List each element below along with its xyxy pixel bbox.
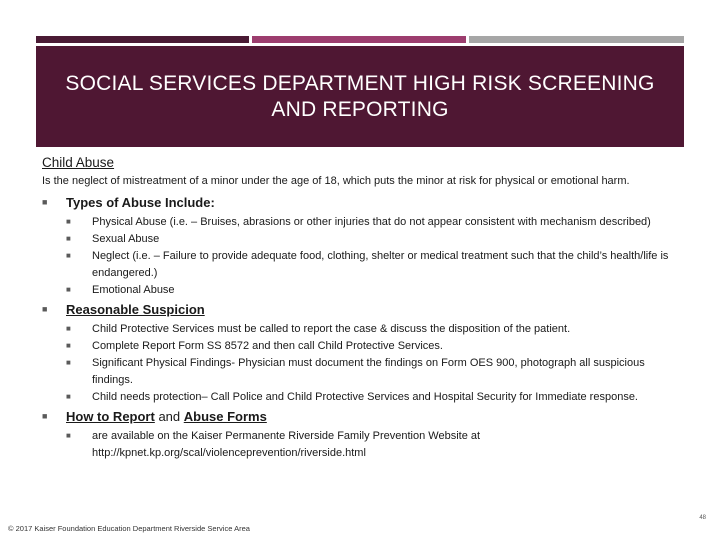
square-bullet-icon: ■ — [66, 392, 71, 401]
report-heading-part1: How to Report — [66, 409, 155, 424]
list-item — [66, 389, 678, 406]
list-item — [66, 214, 678, 231]
square-bullet-icon: ■ — [66, 217, 71, 226]
accent-stripe-gray — [469, 36, 684, 43]
list-item — [66, 282, 678, 299]
suspicion-heading: Reasonable Suspicion — [66, 302, 205, 317]
report-heading-part2: Abuse Forms — [183, 409, 267, 424]
list-item-text: Complete Report Form SS 8572 and then call Child Protective Services. — [92, 340, 443, 352]
types-heading: Types of Abuse Include: — [66, 195, 215, 210]
slide-content — [42, 155, 678, 464]
list-item — [66, 248, 678, 282]
list-item — [66, 355, 678, 389]
list-item-text: Emotional Abuse — [92, 284, 175, 296]
square-bullet-icon: ■ — [66, 341, 71, 350]
child-abuse-definition: Is the neglect of mistreatment of a minor under the age of 18, which puts the minor at risk for physical or emotional harm. — [42, 175, 630, 187]
square-bullet-icon: ■ — [66, 234, 71, 243]
report-heading-item — [42, 408, 678, 425]
square-bullet-icon: ■ — [66, 324, 71, 333]
accent-stripe-dark — [36, 36, 249, 43]
report-heading-and: and — [154, 409, 184, 424]
square-bullet-icon: ■ — [42, 411, 48, 421]
list-item-text: Physical Abuse (i.e. – Bruises, abrasions or other injuries that do not appear consistent with mechanism described) — [92, 216, 651, 228]
report-heading — [66, 408, 267, 425]
page-title: SOCIAL SERVICES DEPARTMENT HIGH RISK SCREENING AND REPORTING — [65, 71, 655, 121]
list-item — [66, 231, 678, 248]
list-item-text: Significant Physical Findings- Physician must document the findings on Form OES 900, photograph all suspicious findings. — [92, 357, 645, 386]
list-item-text: Child needs protection– Call Police and Child Protective Services and Hospital Security for Immediate response. — [92, 391, 638, 403]
page-number: 48 — [699, 515, 706, 521]
square-bullet-icon: ■ — [42, 304, 48, 314]
suspicion-list — [66, 321, 678, 406]
types-heading-item — [42, 194, 678, 211]
list-item-text: Neglect (i.e. – Failure to provide adequate food, clothing, shelter or medical treatment such that the child’s health/life is endangered.) — [92, 250, 669, 279]
types-list — [66, 214, 678, 299]
title-banner — [36, 46, 684, 147]
report-website-text[interactable]: are available on the Kaiser Permanente Riverside Family Prevention Website at http://kpnet.kp.org/scal/violenceprevention/riverside.html — [92, 430, 481, 459]
square-bullet-icon: ■ — [66, 431, 71, 440]
square-bullet-icon: ■ — [66, 285, 71, 294]
square-bullet-icon: ■ — [66, 251, 71, 260]
list-item-text: Child Protective Services must be called to report the case & discuss the disposition of the patient. — [92, 323, 571, 335]
list-item-text: Sexual Abuse — [92, 233, 160, 245]
square-bullet-icon: ■ — [66, 358, 71, 367]
child-abuse-heading: Child Abuse — [42, 155, 115, 170]
square-bullet-icon: ■ — [42, 197, 48, 207]
list-item — [66, 321, 678, 338]
list-item — [66, 428, 678, 462]
suspicion-heading-item — [42, 301, 678, 318]
list-item — [66, 338, 678, 355]
footer-copyright: © 2017 Kaiser Foundation Education Department Riverside Service Area — [8, 524, 250, 533]
accent-stripe-magenta — [252, 36, 466, 43]
report-list — [66, 428, 678, 462]
